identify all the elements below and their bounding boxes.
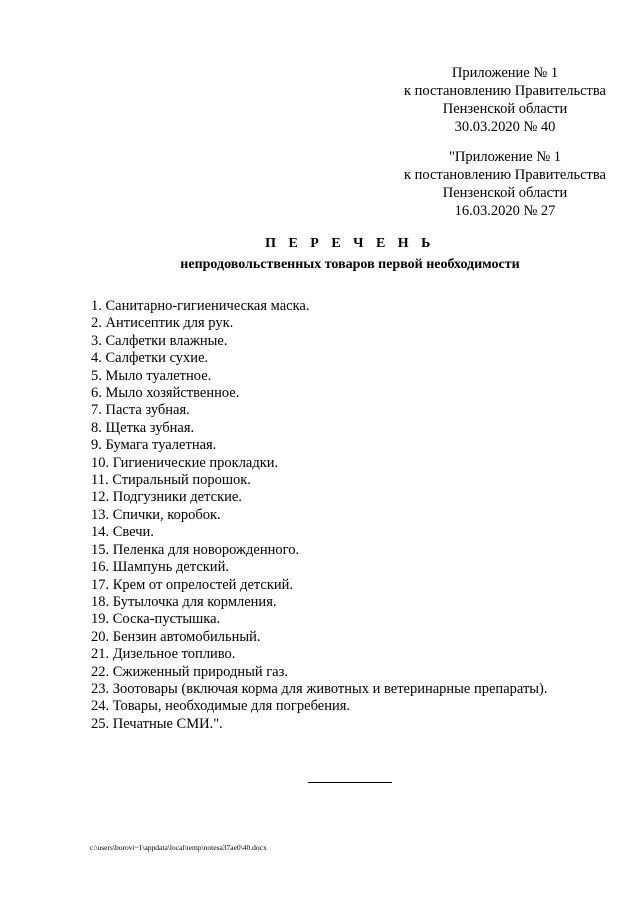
list-item: 2. Антисептик для рук.	[91, 315, 234, 332]
footer-file-path: c:\users\borovi~1\appdata\local\temp\notesa37ae0\40.docx	[90, 843, 267, 852]
list-item: 9. Бумага туалетная.	[91, 437, 217, 454]
list-item: 4. Салфетки сухие.	[91, 350, 209, 367]
list-item: 17. Крем от опрелостей детский.	[91, 576, 294, 593]
separator-line	[308, 782, 392, 783]
list-item: 20. Бензин автомобильный.	[91, 628, 261, 645]
appendix-resolution-ref: к постановлению Правительства	[404, 83, 606, 99]
list-item: 8. Щетка зубная.	[91, 419, 195, 436]
list-item: 11. Стиральный порошок.	[91, 472, 251, 489]
document-title: П Е Р Е Ч Е Н Ь	[265, 236, 435, 251]
goods-list	[91, 298, 611, 733]
list-item: 5. Мыло туалетное.	[91, 367, 212, 384]
list-item: 15. Пеленка для новорожденного.	[91, 541, 300, 558]
appendix-resolution-ref: к постановлению Правительства	[404, 167, 606, 183]
appendix-title: "Приложение № 1	[448, 149, 562, 165]
list-item: 21. Дизельное топливо.	[91, 646, 236, 663]
appendix-title: Приложение № 1	[451, 65, 559, 81]
list-item: 14. Свечи.	[91, 524, 154, 541]
appendix-region: Пензенской области	[442, 185, 568, 201]
list-item: 7. Паста зубная.	[91, 402, 190, 419]
document-subtitle: непродовольственных товаров первой необходимости	[180, 257, 520, 272]
appendix-date-number: 30.03.2020 № 40	[454, 119, 556, 135]
list-item: 23. Зоотовары (включая корма для животных и ветеринарные препараты).	[91, 680, 548, 697]
list-item: 24. Товары, необходимые для погребения.	[91, 698, 351, 715]
appendix-date-number: 16.03.2020 № 27	[454, 203, 556, 219]
list-item: 3. Салфетки влажные.	[91, 332, 228, 349]
list-item: 6. Мыло хозяйственное.	[91, 385, 240, 402]
list-item: 22. Сжиженный природный газ.	[91, 663, 288, 680]
list-item: 19. Соска-пустышка.	[91, 611, 221, 628]
appendix-header-original	[380, 148, 630, 220]
appendix-header-current	[380, 64, 630, 136]
list-item: 18. Бутылочка для кормления.	[91, 593, 277, 610]
list-item: 13. Спички, коробок.	[91, 506, 221, 523]
list-item: 25. Печатные СМИ.".	[91, 715, 223, 732]
list-item: 1. Санитарно-гигиеническая маска.	[91, 298, 310, 314]
list-item: 10. Гигиенические прокладки.	[91, 454, 279, 471]
appendix-region: Пензенской области	[442, 101, 568, 117]
list-item: 12. Подгузники детские.	[91, 489, 242, 506]
document-title-block	[150, 235, 550, 274]
list-item: 16. Шампунь детский.	[91, 559, 229, 576]
